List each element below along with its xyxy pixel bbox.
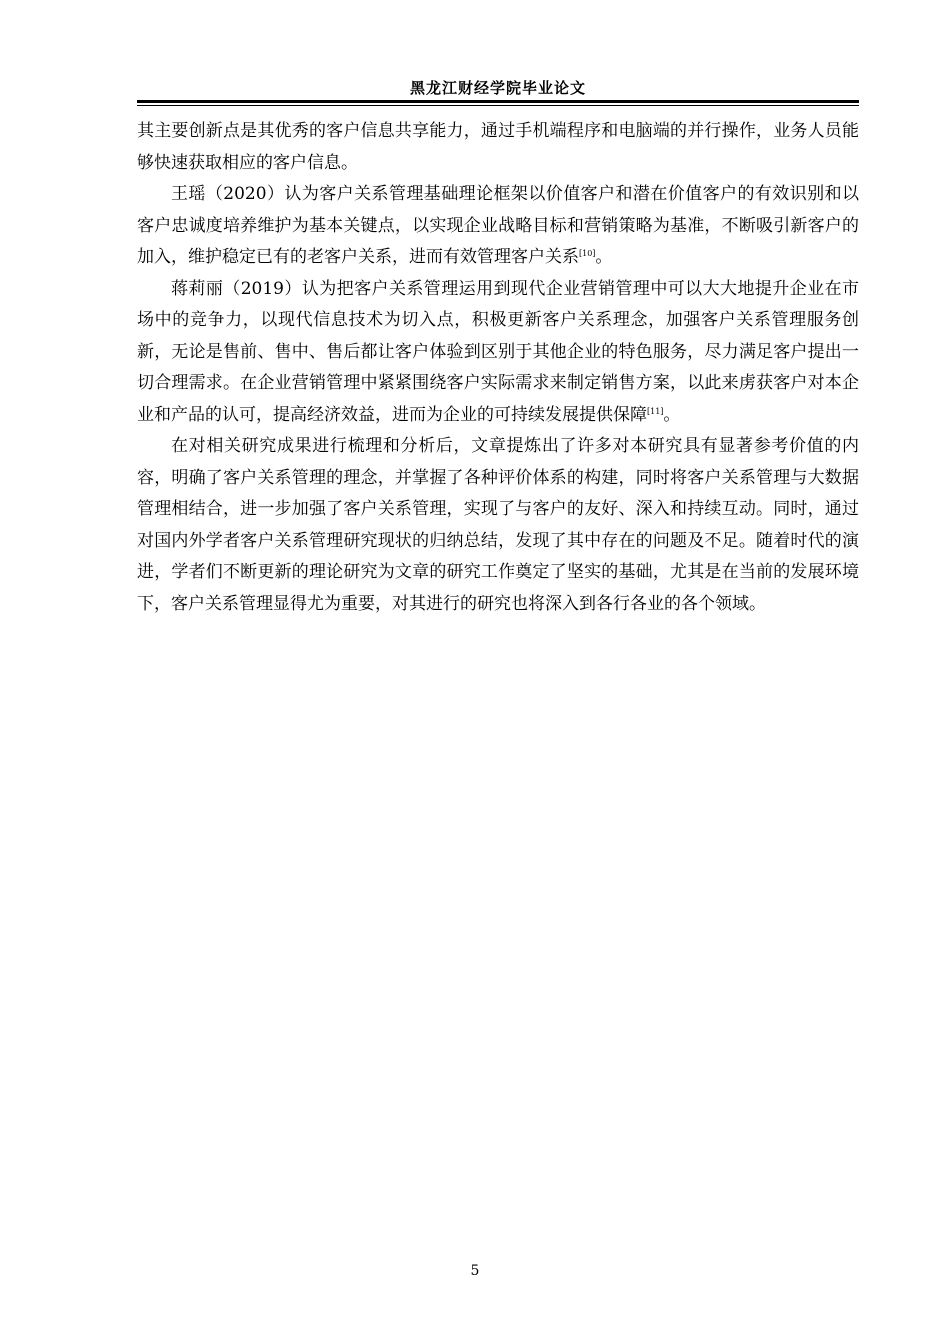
paragraph-3	[137, 274, 859, 432]
paragraph-2-tail: 。	[595, 247, 613, 267]
paragraph-3-text: 蒋莉丽（2019）认为把客户关系管理运用到现代企业营销管理中可以大大地提升企业在市场中的竞争力，以现代信息技术为切入点，积极更新客户关系理念，加强客户关系管理服务创新，无论是售前、售中、售后都让客户体验到区别于其他企业的特色服务，尽力满足客户提出一切合理需求。在企业营销管理中紧紧围绕客户实际需求来制定销售方案，以此来虏获客户对本企业和产品的认可，提高经济效益，进而为企业的可持续发展提供保障	[137, 278, 859, 425]
paragraph-2	[137, 179, 859, 274]
header-rule-thick	[137, 100, 859, 103]
page-header-title: 黑龙江财经学院毕业论文	[409, 79, 586, 97]
paragraph-1	[137, 116, 859, 179]
citation-ref-10: [10]	[579, 249, 596, 258]
header-rule-thin	[137, 105, 859, 106]
paragraph-4	[137, 431, 859, 620]
page-number: 5	[470, 1263, 480, 1279]
document-body	[137, 116, 859, 620]
citation-ref-11: [11]	[647, 406, 664, 416]
paragraph-2-text: 王瑶（2020）认为客户关系管理基础理论框架以价值客户和潜在价值客户的有效识别和以客户忠诚度培养维护为基本关键点，以实现企业战略目标和营销策略为基准，不断吸引新客户的加入，维护稳定已有的老客户关系，进而有效管理客户关系	[137, 184, 859, 267]
paragraph-1-text: 其主要创新点是其优秀的客户信息共享能力，通过手机端程序和电脑端的并行操作，业务人员能够快速获取相应的客户信息。	[137, 121, 859, 173]
paragraph-3-tail: 。	[663, 404, 681, 425]
paragraph-4-text: 在对相关研究成果进行梳理和分析后，文章提炼出了许多对本研究具有显著参考价值的内容，明确了客户关系管理的理念，并掌握了各种评价体系的构建，同时将客户关系管理与大数据管理相结合，进一步加强了客户关系管理，实现了与客户的友好、深入和持续互动。同时，通过对国内外学者客户关系管理研究现状的归纳总结，发现了其中存在的问题及不足。随着时代的演进，学者们不断更新的理论研究为文章的研究工作奠定了坚实的基础，尤其是在当前的发展环境下，客户关系管理显得尤为重要，对其进行的研究也将深入到各行各业的各个领域。	[137, 436, 859, 614]
